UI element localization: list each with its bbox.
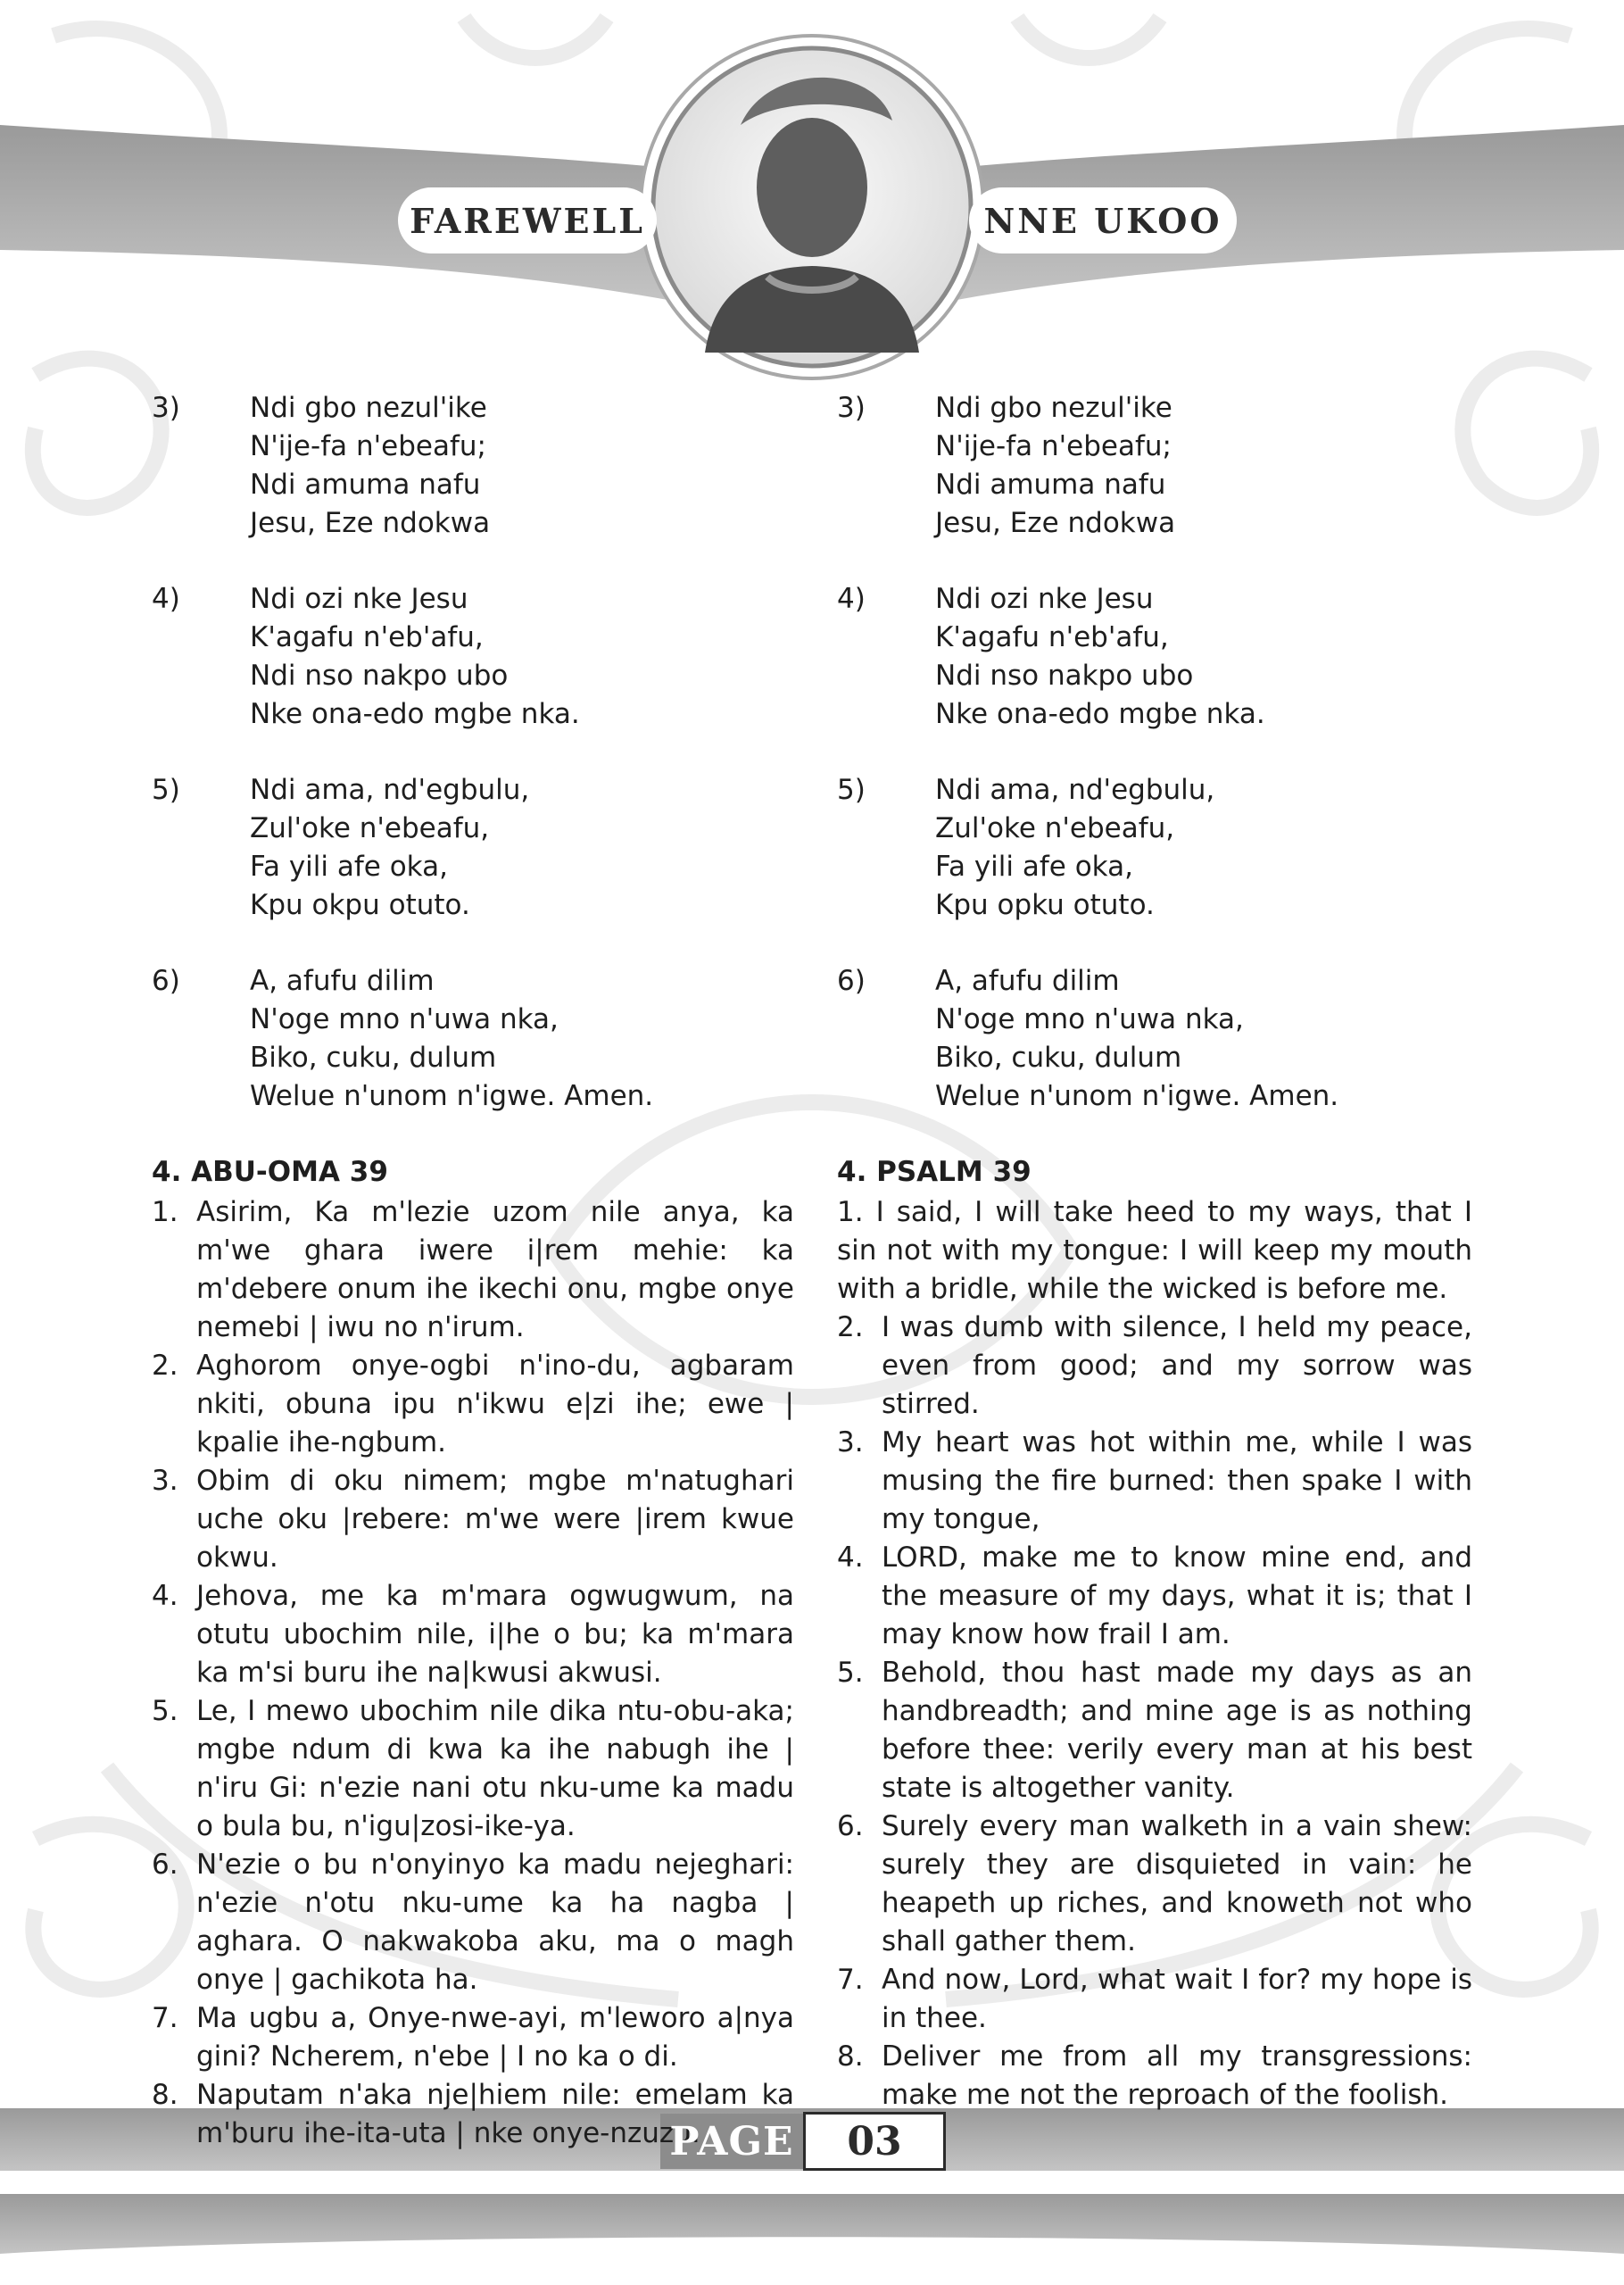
psalm-verse-text: Obim di oku nimem; mgbe m'natughari uche oku |rebere: m'we were |irem kwue okwu. — [196, 1465, 794, 1574]
verse-lines — [250, 580, 580, 734]
verse-line: Ndi gbo nezul'ike — [250, 392, 487, 424]
verse-line: Ndi ama, nd'egbulu, — [250, 774, 530, 806]
psalm-verse-number: 5. — [837, 1657, 864, 1689]
hymn-verse — [152, 962, 794, 1116]
psalm-verse-number: 8. — [152, 2079, 178, 2111]
psalm-verse — [152, 1999, 794, 2076]
psalm-verse — [152, 1347, 794, 1462]
verse-line: N'oge mno n'uwa nka, — [935, 1003, 1244, 1035]
psalm-verse — [152, 1692, 794, 1846]
psalm-verse-number: 7. — [152, 2002, 178, 2034]
verse-line: Ndi ozi nke Jesu — [935, 583, 1154, 615]
verse-line: Ndi nso nakpo ubo — [935, 660, 1194, 692]
verse-line: Ndi ama, nd'egbulu, — [935, 774, 1215, 806]
verse-line: A, afufu dilim — [250, 965, 435, 997]
psalm-verse — [152, 1193, 794, 1347]
psalm-title: 4. ABU-OMA 39 — [152, 1156, 388, 1188]
verse-lines — [250, 962, 653, 1116]
psalm-verse-text: I was dumb with silence, I held my peace, even from good; and my sorrow was stirred. — [882, 1311, 1472, 1420]
verse-line: Biko, cuku, dulum — [935, 1042, 1182, 1074]
psalm-verse-number: 3. — [152, 1465, 178, 1497]
psalm-verse — [837, 1807, 1472, 1961]
psalm-verse-text: Ma ugbu a, Onye-nwe-ayi, m'leworo a|nya gini? Ncherem, n'ebe | I no ka o di. — [196, 2002, 794, 2073]
psalm-verse-number: 2. — [152, 1350, 178, 1382]
igbo-column — [152, 389, 794, 2153]
psalm-verse — [837, 1193, 1472, 1309]
verse-line: K'agafu n'eb'afu, — [250, 621, 484, 653]
psalm-verse-text: N'ezie o bu n'onyinyo ka madu nejeghari: n'ezie n'otu nku-ume ka ha nagba | aghara. O nakwakoba aku, ma o magh onye | gachikota ha. — [196, 1849, 794, 1996]
psalm-verse-text: My heart was hot within me, while I was musing the fire burned: then spake I with my tongue, — [882, 1426, 1472, 1535]
verse-lines — [935, 580, 1265, 734]
english-column — [837, 389, 1472, 2115]
psalm-verse — [152, 1577, 794, 1692]
psalm-verse-text: Deliver me from all my transgressions: make me not the reproach of the foolish. — [882, 2040, 1472, 2111]
psalm-verse — [152, 1462, 794, 1577]
psalm-verse-text: Asirim, Ka m'lezie uzom nile anya, ka m'we ghara iwere i|rem mehie: ka m'debere onum ihe ikechi onu, mgbe onye nemebi | iwu no n'irum. — [196, 1196, 794, 1343]
verse-line: Fa yili afe oka, — [935, 851, 1133, 883]
page-label: PAGE — [669, 2118, 794, 2165]
psalm-verse-number: 5. — [152, 1695, 178, 1727]
verse-number: 6) — [152, 965, 180, 997]
verse-line: Kpu okpu otuto. — [250, 889, 470, 921]
name-label: NNE UKOO — [969, 187, 1237, 253]
psalm-verse-number: 2. — [837, 1311, 864, 1343]
hymn-verse — [837, 771, 1472, 925]
verse-lines — [250, 771, 529, 925]
farewell-label: FAREWELL — [398, 187, 657, 253]
page-number: 03 — [803, 2112, 946, 2171]
verse-lines — [935, 771, 1214, 925]
verse-line: Fa yili afe oka, — [250, 851, 448, 883]
verse-line: Zul'oke n'ebeafu, — [250, 812, 490, 844]
hymn-verse — [152, 580, 794, 734]
psalm-verse-number: 3. — [837, 1426, 864, 1458]
psalm-verse — [837, 2038, 1472, 2115]
verse-number: 6) — [837, 965, 866, 997]
verse-line: Ndi amuma nafu — [250, 469, 481, 501]
verse-line: Kpu opku otuto. — [935, 889, 1155, 921]
verse-line: Jesu, Eze ndokwa — [935, 507, 1176, 539]
verse-number: 3) — [837, 392, 866, 424]
footer-band-bottom — [0, 2194, 1624, 2254]
psalm-verse-text: Le, I mewo ubochim nile dika ntu-obu-aka; mgbe ndum di kwa ka ihe nabugh ihe | n'iru Gi: n'ezie nani otu nku-ume ka madu o bula bu, n'igu|zosi-ike-ya. — [196, 1695, 794, 1842]
psalm-verse-text: I said, I will take heed to my ways, that I sin not with my tongue: I will keep my mouth with a bridle, while the wicked is before me. — [837, 1196, 1472, 1305]
hymn-verses — [152, 389, 794, 1116]
verse-line: N'oge mno n'uwa nka, — [250, 1003, 559, 1035]
verse-line: Ndi amuma nafu — [935, 469, 1166, 501]
psalm-verse-number: 4. — [837, 1541, 864, 1574]
psalm-verse — [837, 1309, 1472, 1424]
verse-line: Biko, cuku, dulum — [250, 1042, 497, 1074]
psalm-verse — [837, 1539, 1472, 1654]
psalm-verse-number: 8. — [837, 2040, 864, 2073]
verse-line: Jesu, Eze ndokwa — [250, 507, 491, 539]
psalm-verse — [152, 1846, 794, 1999]
psalm-verse-text: Surely every man walketh in a vain shew: surely they are disquieted in vain: he heapeth up riches, and knoweth not who shall gather them. — [882, 1810, 1472, 1957]
psalm-verse-text: Aghorom onye-ogbi n'ino-du, agbaram nkiti, obuna ipu n'ikwu e|zi ihe; ewe | kpalie ihe-ngbum. — [196, 1350, 794, 1458]
verse-line: Nke ona-edo mgbe nka. — [250, 698, 580, 730]
psalm-verses — [837, 1193, 1472, 2115]
hymn-verse — [152, 771, 794, 925]
verse-number: 5) — [837, 774, 866, 806]
verse-line: Zul'oke n'ebeafu, — [935, 812, 1175, 844]
psalm-verse-text: LORD, make me to know mine end, and the measure of my days, what it is; that I may know how frail I am. — [882, 1541, 1472, 1650]
verse-line: Nke ona-edo mgbe nka. — [935, 698, 1265, 730]
verse-line: K'agafu n'eb'afu, — [935, 621, 1169, 653]
psalm-title: 4. PSALM 39 — [837, 1156, 1032, 1188]
verse-line: N'ije-fa n'ebeafu; — [935, 430, 1172, 462]
psalm-verse-text: Naputam n'aka nje|hiem nile: emelam ka m'buru ihe-ita-uta | nke onye-nzuzu. — [196, 2079, 794, 2149]
hymn-verse — [837, 580, 1472, 734]
psalm-verse — [837, 1424, 1472, 1539]
verse-line: A, afufu dilim — [935, 965, 1120, 997]
psalm-verses — [152, 1193, 794, 2153]
psalm-verse-text: And now, Lord, what wait I for? my hope is in thee. — [882, 1964, 1472, 2034]
psalm-verse-text: Behold, thou hast made my days as an handbreadth; and mine age is as nothing before thee: verily every man at his best state is altogether vanity. — [882, 1657, 1472, 1804]
psalm-verse-text: Jehova, me ka m'mara ogwugwum, na otutu ubochim nile, i|he o bu; ka m'mara ka m'si buru ihe na|kwusi akwusi. — [196, 1580, 794, 1689]
psalm-verse — [837, 1961, 1472, 2038]
psalm-verse-number: 6. — [837, 1810, 864, 1842]
verse-number: 4) — [152, 583, 180, 615]
verse-lines — [935, 962, 1338, 1116]
verse-number: 5) — [152, 774, 180, 806]
psalm-verse — [837, 1654, 1472, 1807]
hymn-verse — [837, 962, 1472, 1116]
psalm-verse-number: 1. — [152, 1196, 178, 1228]
hymn-verses — [837, 389, 1472, 1116]
verse-line: Ndi gbo nezul'ike — [935, 392, 1172, 424]
psalm-verse-number: 7. — [837, 1964, 864, 1996]
verse-line: Ndi ozi nke Jesu — [250, 583, 468, 615]
verse-line: Ndi nso nakpo ubo — [250, 660, 509, 692]
hymn-verse — [837, 389, 1472, 543]
hymn-verse — [152, 389, 794, 543]
psalm-verse-number: 1. — [837, 1196, 864, 1228]
verse-lines — [935, 389, 1175, 543]
psalm-verse-number: 6. — [152, 1849, 178, 1881]
psalm-verse-number: 4. — [152, 1580, 178, 1612]
verse-line: N'ije-fa n'ebeafu; — [250, 430, 486, 462]
verse-line: Welue n'unom n'igwe. Amen. — [935, 1080, 1339, 1112]
verse-number: 3) — [152, 392, 180, 424]
verse-number: 4) — [837, 583, 866, 615]
verse-lines — [250, 389, 490, 543]
verse-line: Welue n'unom n'igwe. Amen. — [250, 1080, 654, 1112]
